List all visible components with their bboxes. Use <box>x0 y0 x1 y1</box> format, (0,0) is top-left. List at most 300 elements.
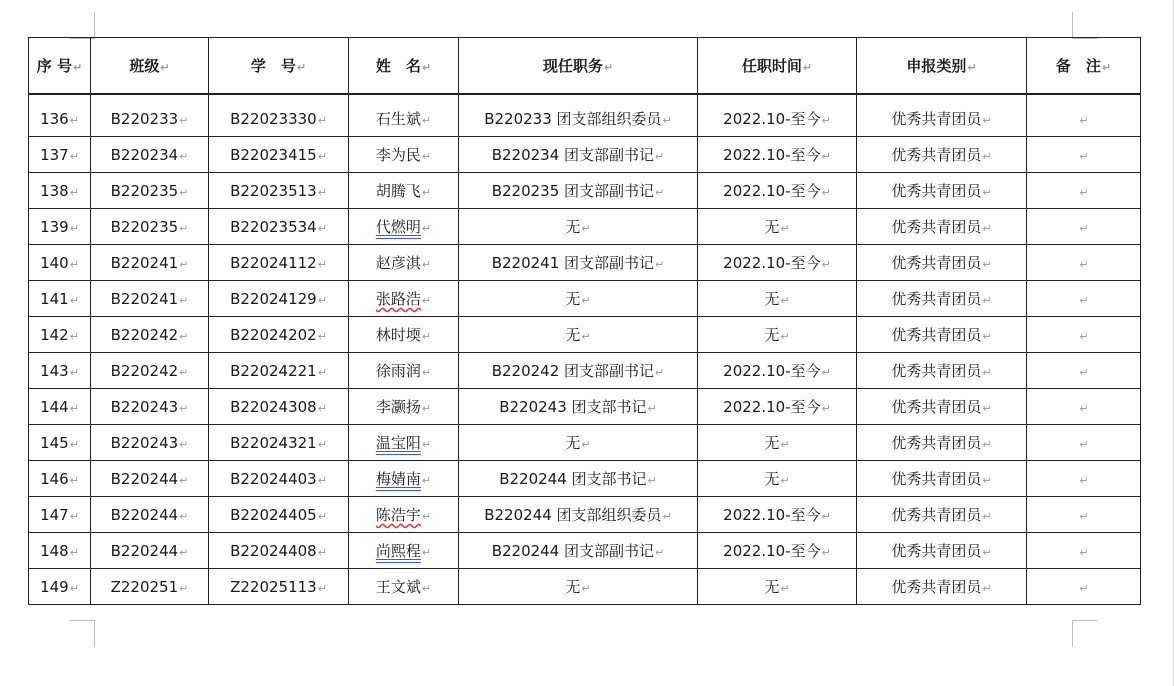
paragraph-mark-icon: ↵ <box>179 509 189 523</box>
cell-term <box>698 497 857 533</box>
cell-text: B22024202 <box>230 325 317 344</box>
paragraph-mark-icon: ↵ <box>317 221 327 235</box>
paragraph-mark-icon: ↵ <box>69 221 79 235</box>
paragraph-mark-icon: ↵ <box>179 221 189 235</box>
cell-text: 优秀共青团员 <box>891 326 982 344</box>
header-label: 申报类别 <box>906 57 967 75</box>
header-class <box>91 38 209 95</box>
paragraph-mark-icon: ↵ <box>1079 437 1089 451</box>
paragraph-mark-icon: ↵ <box>1079 509 1089 523</box>
paragraph-mark-icon: ↵ <box>69 581 79 595</box>
paragraph-mark-icon: ↵ <box>982 258 992 271</box>
paragraph-mark-icon: ↵ <box>179 365 189 379</box>
paragraph-mark-icon: ↵ <box>69 185 79 199</box>
cell-seq <box>29 94 91 137</box>
table-header-row <box>29 38 1141 95</box>
cell-text: B22024129 <box>230 289 317 308</box>
cell-text: B22023534 <box>230 217 317 236</box>
cell-remark <box>1027 569 1141 605</box>
cell-name <box>349 533 459 569</box>
cell-position <box>459 94 698 137</box>
table-row <box>29 317 1141 353</box>
paragraph-mark-icon: ↵ <box>179 257 189 271</box>
cell-class <box>91 353 209 389</box>
cell-text: B220242 <box>110 361 179 380</box>
cell-remark <box>1027 533 1141 569</box>
cell-position <box>459 569 698 605</box>
cell-text: B22024112 <box>230 253 317 272</box>
paragraph-mark-icon: ↵ <box>69 401 79 415</box>
cell-text: 2022.10-至今 <box>723 110 821 128</box>
cell-class <box>91 497 209 533</box>
paragraph-mark-icon: ↵ <box>317 113 327 127</box>
paragraph-mark-icon: ↵ <box>821 510 831 523</box>
cell-text: Z220251 <box>110 577 179 596</box>
cell-text: 无 <box>565 434 581 452</box>
cell-text: B220241 <box>110 253 179 272</box>
cell-text: B22023513 <box>230 181 317 200</box>
cell-text: 无 <box>764 434 780 452</box>
paragraph-mark-icon: ↵ <box>655 150 665 163</box>
cell-text: 无 <box>565 290 581 308</box>
cell-text: B22023415 <box>230 145 317 164</box>
table-row <box>29 173 1141 209</box>
cell-seq <box>29 281 91 317</box>
cell-term <box>698 353 857 389</box>
cell-text: 优秀共青团员 <box>891 470 982 488</box>
cell-position <box>459 461 698 497</box>
cell-term <box>698 569 857 605</box>
paragraph-mark-icon: ↵ <box>1079 185 1089 199</box>
paragraph-mark-icon: ↵ <box>421 438 432 451</box>
paragraph-mark-icon: ↵ <box>317 149 327 163</box>
cell-text: 138 <box>40 181 69 200</box>
cell-category <box>857 389 1027 425</box>
cell-text: B220244 团支部组织委员 <box>484 506 662 524</box>
cell-remark <box>1027 389 1141 425</box>
paragraph-mark-icon: ↵ <box>655 546 665 559</box>
cell-text: B22024221 <box>230 361 317 380</box>
cell-text: 148 <box>40 541 69 560</box>
paragraph-mark-icon: ↵ <box>179 581 189 595</box>
header-label: 姓 名 <box>375 57 421 75</box>
paragraph-mark-icon: ↵ <box>821 114 831 127</box>
cell-text: 136 <box>40 109 69 128</box>
cell-text: 胡腾飞 <box>375 182 421 200</box>
cell-text: 尚熙程 <box>375 542 421 560</box>
paragraph-mark-icon: ↵ <box>1079 545 1089 559</box>
cell-student-id <box>209 94 349 137</box>
cell-remark <box>1027 137 1141 173</box>
cell-class <box>91 281 209 317</box>
paragraph-mark-icon: ↵ <box>296 61 307 74</box>
paragraph-mark-icon: ↵ <box>780 474 790 487</box>
paragraph-mark-icon: ↵ <box>581 330 591 343</box>
cell-text: B22024408 <box>230 541 317 560</box>
cell-seq <box>29 425 91 461</box>
cell-student-id <box>209 245 349 281</box>
cell-position <box>459 137 698 173</box>
cell-text: 149 <box>40 577 69 596</box>
cell-remark <box>1027 497 1141 533</box>
table-row <box>29 137 1141 173</box>
cell-class <box>91 245 209 281</box>
cell-class <box>91 317 209 353</box>
cell-position <box>459 173 698 209</box>
cell-text: 优秀共青团员 <box>891 542 982 560</box>
header-remark <box>1027 38 1141 95</box>
cell-text: 优秀共青团员 <box>891 218 982 236</box>
cell-text: 无 <box>565 218 581 236</box>
paragraph-mark-icon: ↵ <box>780 438 790 451</box>
paragraph-mark-icon: ↵ <box>421 402 432 415</box>
cell-text: 王文斌 <box>375 578 421 596</box>
cell-class <box>91 389 209 425</box>
paragraph-mark-icon: ↵ <box>1079 221 1089 235</box>
paragraph-mark-icon: ↵ <box>1079 365 1089 379</box>
paragraph-mark-icon: ↵ <box>317 185 327 199</box>
paragraph-mark-icon: ↵ <box>421 582 432 595</box>
paragraph-mark-icon: ↵ <box>179 185 189 199</box>
cell-text: 142 <box>40 325 69 344</box>
crop-mark-top-left <box>70 12 95 39</box>
cell-text: 优秀共青团员 <box>891 434 982 452</box>
paragraph-mark-icon: ↵ <box>662 114 672 127</box>
paragraph-mark-icon: ↵ <box>982 438 992 451</box>
paragraph-mark-icon: ↵ <box>317 329 327 343</box>
cell-class <box>91 209 209 245</box>
paragraph-mark-icon: ↵ <box>421 366 432 379</box>
cell-text: 145 <box>40 433 69 452</box>
cell-text: 优秀共青团员 <box>891 398 982 416</box>
cell-position <box>459 425 698 461</box>
cell-position <box>459 353 698 389</box>
cell-text: B220244 团支部副书记 <box>491 542 655 560</box>
cell-text: B220241 团支部副书记 <box>491 254 655 272</box>
paragraph-mark-icon: ↵ <box>655 258 665 271</box>
paragraph-mark-icon: ↵ <box>69 473 79 487</box>
paragraph-mark-icon: ↵ <box>982 546 992 559</box>
cell-text: B220233 团支部组织委员 <box>484 110 662 128</box>
header-label: 班级 <box>129 57 160 75</box>
paragraph-mark-icon: ↵ <box>179 293 189 307</box>
cell-class <box>91 533 209 569</box>
paragraph-mark-icon: ↵ <box>1079 473 1089 487</box>
cell-name <box>349 497 459 533</box>
cell-text: B220234 <box>110 145 179 164</box>
paragraph-mark-icon: ↵ <box>982 582 992 595</box>
cell-text: 梅婧南 <box>375 470 421 488</box>
cell-text: 无 <box>764 470 780 488</box>
cell-text: 147 <box>40 505 69 524</box>
cell-term <box>698 533 857 569</box>
paragraph-mark-icon: ↵ <box>1079 401 1089 415</box>
cell-text: B220242 <box>110 325 179 344</box>
paragraph-mark-icon: ↵ <box>421 294 432 307</box>
cell-remark <box>1027 281 1141 317</box>
cell-student-id <box>209 461 349 497</box>
cell-text: 146 <box>40 469 69 488</box>
cell-text: 温宝阳 <box>375 434 421 452</box>
cell-text: 137 <box>40 145 69 164</box>
cell-text: 石生斌 <box>375 110 421 128</box>
cell-text: B220235 团支部副书记 <box>491 182 655 200</box>
cell-class <box>91 137 209 173</box>
cell-text: B220241 <box>110 289 179 308</box>
cell-text: 2022.10-至今 <box>723 182 821 200</box>
cell-category <box>857 425 1027 461</box>
cell-remark <box>1027 461 1141 497</box>
cell-text: B220242 团支部副书记 <box>491 362 655 380</box>
paragraph-mark-icon: ↵ <box>982 330 992 343</box>
cell-remark <box>1027 245 1141 281</box>
paragraph-mark-icon: ↵ <box>982 222 992 235</box>
paragraph-mark-icon: ↵ <box>69 113 79 127</box>
cell-term <box>698 173 857 209</box>
paragraph-mark-icon: ↵ <box>982 114 992 127</box>
cell-term <box>698 137 857 173</box>
paragraph-mark-icon: ↵ <box>780 294 790 307</box>
cell-text: 2022.10-至今 <box>723 146 821 164</box>
paragraph-mark-icon: ↵ <box>662 510 672 523</box>
cell-text: 陈浩宇 <box>375 506 421 524</box>
award-nominee-table <box>28 37 1141 605</box>
paragraph-mark-icon: ↵ <box>421 186 432 199</box>
cell-remark <box>1027 425 1141 461</box>
cell-seq <box>29 353 91 389</box>
cell-term <box>698 209 857 245</box>
paragraph-mark-icon: ↵ <box>69 437 79 451</box>
cell-category <box>857 281 1027 317</box>
header-category <box>857 38 1027 95</box>
cell-text: 优秀共青团员 <box>891 290 982 308</box>
cell-category <box>857 569 1027 605</box>
paragraph-mark-icon: ↵ <box>179 545 189 559</box>
paragraph-mark-icon: ↵ <box>581 294 591 307</box>
cell-text: B220244 <box>110 469 179 488</box>
paragraph-mark-icon: ↵ <box>317 257 327 271</box>
paragraph-mark-icon: ↵ <box>821 402 831 415</box>
paragraph-mark-icon: ↵ <box>421 510 432 523</box>
cell-category <box>857 497 1027 533</box>
cell-remark <box>1027 94 1141 137</box>
cell-seq <box>29 137 91 173</box>
header-name <box>349 38 459 95</box>
cell-name <box>349 353 459 389</box>
cell-category <box>857 353 1027 389</box>
paragraph-mark-icon: ↵ <box>581 222 591 235</box>
paragraph-mark-icon: ↵ <box>69 149 79 163</box>
paragraph-mark-icon: ↵ <box>421 330 432 343</box>
cell-name <box>349 209 459 245</box>
paragraph-mark-icon: ↵ <box>1079 329 1089 343</box>
cell-text: 优秀共青团员 <box>891 506 982 524</box>
cell-class <box>91 425 209 461</box>
cell-text: 李灏扬 <box>375 398 421 416</box>
header-term <box>698 38 857 95</box>
cell-term <box>698 461 857 497</box>
paragraph-mark-icon: ↵ <box>421 474 432 487</box>
cell-student-id <box>209 533 349 569</box>
cell-seq <box>29 461 91 497</box>
table-row <box>29 425 1141 461</box>
cell-text: 2022.10-至今 <box>723 254 821 272</box>
cell-name <box>349 173 459 209</box>
cell-student-id <box>209 389 349 425</box>
cell-text: B22024321 <box>230 433 317 452</box>
cell-remark <box>1027 353 1141 389</box>
paragraph-mark-icon: ↵ <box>421 61 432 74</box>
paragraph-mark-icon: ↵ <box>1079 581 1089 595</box>
table-row <box>29 281 1141 317</box>
cell-text: 优秀共青团员 <box>891 110 982 128</box>
header-label: 序 号 <box>36 57 72 75</box>
paragraph-mark-icon: ↵ <box>982 366 992 379</box>
paragraph-mark-icon: ↵ <box>317 473 327 487</box>
cell-text: 2022.10-至今 <box>723 506 821 524</box>
cell-text: 无 <box>764 218 780 236</box>
cell-text: B220244 <box>110 505 179 524</box>
cell-student-id <box>209 317 349 353</box>
cell-text: B220235 <box>110 217 179 236</box>
cell-position <box>459 245 698 281</box>
paragraph-mark-icon: ↵ <box>317 401 327 415</box>
cell-text: B220243 团支部书记 <box>499 398 647 416</box>
header-student-id <box>209 38 349 95</box>
cell-seq <box>29 209 91 245</box>
crop-mark-bottom-right <box>1072 620 1097 647</box>
paragraph-mark-icon: ↵ <box>317 293 327 307</box>
paragraph-mark-icon: ↵ <box>421 114 432 127</box>
cell-category <box>857 245 1027 281</box>
header-seq <box>29 38 91 95</box>
header-label: 备 注 <box>1055 57 1101 75</box>
paragraph-mark-icon: ↵ <box>69 545 79 559</box>
paragraph-mark-icon: ↵ <box>802 61 813 74</box>
table-row <box>29 569 1141 605</box>
cell-seq <box>29 245 91 281</box>
paragraph-mark-icon: ↵ <box>982 474 992 487</box>
paragraph-mark-icon: ↵ <box>821 366 831 379</box>
cell-student-id <box>209 209 349 245</box>
paragraph-mark-icon: ↵ <box>160 61 170 74</box>
cell-category <box>857 533 1027 569</box>
cell-class <box>91 173 209 209</box>
paragraph-mark-icon: ↵ <box>1079 149 1089 163</box>
header-label: 学 号 <box>250 57 296 75</box>
cell-text: 无 <box>764 290 780 308</box>
table-row <box>29 461 1141 497</box>
table-row <box>29 245 1141 281</box>
header-label: 任职时间 <box>741 57 802 75</box>
paragraph-mark-icon: ↵ <box>1079 293 1089 307</box>
paragraph-mark-icon: ↵ <box>821 546 831 559</box>
cell-student-id <box>209 569 349 605</box>
cell-text: 张路浩 <box>375 290 421 308</box>
header-label: 现任职务 <box>542 57 603 75</box>
cell-seq <box>29 497 91 533</box>
paragraph-mark-icon: ↵ <box>821 258 831 271</box>
paragraph-mark-icon: ↵ <box>179 113 189 127</box>
header-position <box>459 38 698 95</box>
paragraph-mark-icon: ↵ <box>73 61 83 74</box>
cell-text: B220243 <box>110 397 179 416</box>
cell-text: 无 <box>764 578 780 596</box>
table-row <box>29 353 1141 389</box>
cell-category <box>857 461 1027 497</box>
cell-student-id <box>209 353 349 389</box>
paragraph-mark-icon: ↵ <box>317 365 327 379</box>
cell-student-id <box>209 137 349 173</box>
cell-text: 无 <box>565 326 581 344</box>
cell-class <box>91 94 209 137</box>
cell-text: 140 <box>40 253 69 272</box>
cell-name <box>349 137 459 173</box>
cell-text: 优秀共青团员 <box>891 182 982 200</box>
cell-student-id <box>209 497 349 533</box>
paragraph-mark-icon: ↵ <box>647 474 657 487</box>
cell-category <box>857 137 1027 173</box>
paragraph-mark-icon: ↵ <box>179 473 189 487</box>
cell-position <box>459 209 698 245</box>
paragraph-mark-icon: ↵ <box>317 509 327 523</box>
cell-text: Z22025113 <box>230 577 317 596</box>
cell-seq <box>29 389 91 425</box>
paragraph-mark-icon: ↵ <box>780 222 790 235</box>
cell-category <box>857 94 1027 137</box>
paragraph-mark-icon: ↵ <box>780 582 790 595</box>
cell-text: 赵彦淇 <box>375 254 421 272</box>
paragraph-mark-icon: ↵ <box>421 222 432 235</box>
paragraph-mark-icon: ↵ <box>317 437 327 451</box>
cell-text: B22023330 <box>230 109 317 128</box>
paragraph-mark-icon: ↵ <box>821 150 831 163</box>
cell-seq <box>29 569 91 605</box>
cell-term <box>698 94 857 137</box>
cell-name <box>349 569 459 605</box>
cell-text: 优秀共青团员 <box>891 362 982 380</box>
cell-term <box>698 281 857 317</box>
cell-text: 2022.10-至今 <box>723 362 821 380</box>
cell-remark <box>1027 317 1141 353</box>
cell-name <box>349 281 459 317</box>
paragraph-mark-icon: ↵ <box>655 186 665 199</box>
cell-position <box>459 389 698 425</box>
cell-name <box>349 317 459 353</box>
cell-text: 无 <box>764 326 780 344</box>
paragraph-mark-icon: ↵ <box>1079 113 1089 127</box>
cell-name <box>349 245 459 281</box>
paragraph-mark-icon: ↵ <box>1079 257 1089 271</box>
paragraph-mark-icon: ↵ <box>179 329 189 343</box>
cell-term <box>698 245 857 281</box>
cell-text: 139 <box>40 217 69 236</box>
cell-position <box>459 497 698 533</box>
cell-name <box>349 461 459 497</box>
cell-text: B22024405 <box>230 505 317 524</box>
table-row <box>29 209 1141 245</box>
cell-text: B220235 <box>110 181 179 200</box>
cell-remark <box>1027 209 1141 245</box>
paragraph-mark-icon: ↵ <box>1101 61 1112 74</box>
cell-position <box>459 317 698 353</box>
paragraph-mark-icon: ↵ <box>179 401 189 415</box>
cell-text: B22024403 <box>230 469 317 488</box>
cell-text: 141 <box>40 289 69 308</box>
cell-student-id <box>209 425 349 461</box>
paragraph-mark-icon: ↵ <box>179 149 189 163</box>
cell-text: 李为民 <box>375 146 421 164</box>
